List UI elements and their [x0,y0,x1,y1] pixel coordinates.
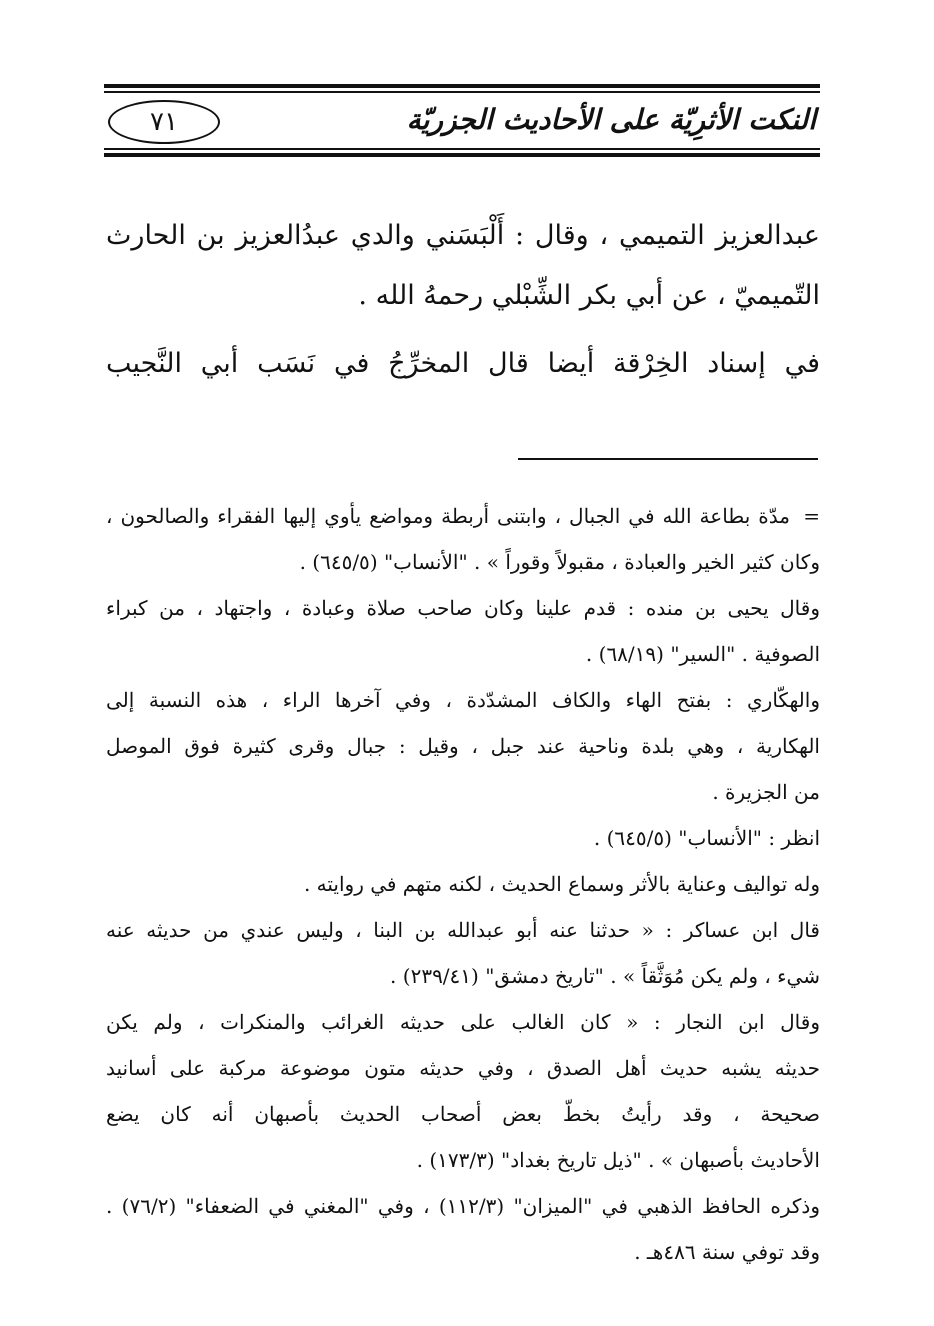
main-text [106,206,820,394]
header-rule-top-thick [104,84,820,88]
footnote-line: انظر : "الأنساب" (٦٤٥/٥) . [593,826,820,850]
main-line: في إسناد الخِرْقة أيضا قال المخرِّجُ في نَسَب أبي النَّجيب [106,348,820,379]
footnote-line: وقد توفي سنة ٤٨٦هـ . [634,1240,820,1264]
main-line: التّميميّ ، عن أبي بكر الشِّبْلي رحمهُ الله . [358,280,820,311]
footnote-line: شيء ، ولم يكن مُوَثَّقاً » . "تاريخ دمشق" (٢٣٩/٤١) . [390,964,820,988]
footnote-line: وقال ابن النجار : « كان الغالب على حديثه الغرائب والمنكرات ، ولم يكن [106,1010,820,1034]
header-rule-bottom-thick [104,153,820,157]
footnote-line: الأحاديث بأصبهان » . "ذيل تاريخ بغداد" (١٧٣/٣) . [416,1148,820,1172]
main-line: عبدالعزيز التميمي ، وقال : أَلْبَسَني والدي عبدُالعزيز بن الحارث [106,220,820,251]
footnote-line [106,493,820,539]
footnote-line: وقال يحيى بن منده : قدم علينا وكان صاحب صلاة وعبادة ، واجتهاد ، من كبراء [106,596,820,620]
footnote-line: وذكره الحافظ الذهبي في "الميزان" (١١٢/٣) ، وفي "المغني في الضعفاء" (٧٦/٢) . [106,1194,820,1218]
header-rule-top-thin [104,91,820,93]
footnote-line: الهكارية ، وهي بلدة وناحية عند جبل ، وقيل : جبال وقرى كثيرة فوق الموصل [106,734,820,758]
header-rule-bottom-thin [104,148,820,150]
page-number: ٧١ [108,100,220,144]
footnote-separator [518,458,818,460]
continuation-mark: = [803,504,820,528]
footnote-line: الصوفية . "السير" (٦٨/١٩) . [585,642,820,666]
footnote-line: صحيحة ، وقد رأيتُ بخطّ بعض أصحاب الحديث بأصبهان أنه كان يضع [106,1102,820,1126]
footnote-line: من الجزيرة . [712,780,820,804]
footnote-line: وله تواليف وعناية بالأثر وسماع الحديث ، لكنه متهم في روايته . [303,872,820,896]
footnote-line: والهكّاري : بفتح الهاء والكاف المشدّدة ، وفي آخرها الراء ، هذه النسبة إلى [106,688,820,712]
footnote-line: قال ابن عساكر : « حدثنا عنه أبو عبدالله بن البنا ، وليس عندي من حديثه عنه [106,918,820,942]
footnote-line: وكان كثير الخير والعبادة ، مقبولاً وقوراً » . "الأنساب" (٦٤٥/٥) . [299,550,820,574]
footnotes [106,493,820,1275]
footnote-line-text: مدّة بطاعة الله في الجبال ، وابتنى أربطة ومواضع يأوي إليها الفقراء والصالحون ، [106,504,790,528]
footnote-line: حديثه يشبه حديث أهل الصدق ، وفي حديثه متون موضوعة مركبة على أسانيد [106,1056,820,1080]
book-title: النكت الأثرِيّة على الأحاديث الجزريّة [406,103,816,136]
